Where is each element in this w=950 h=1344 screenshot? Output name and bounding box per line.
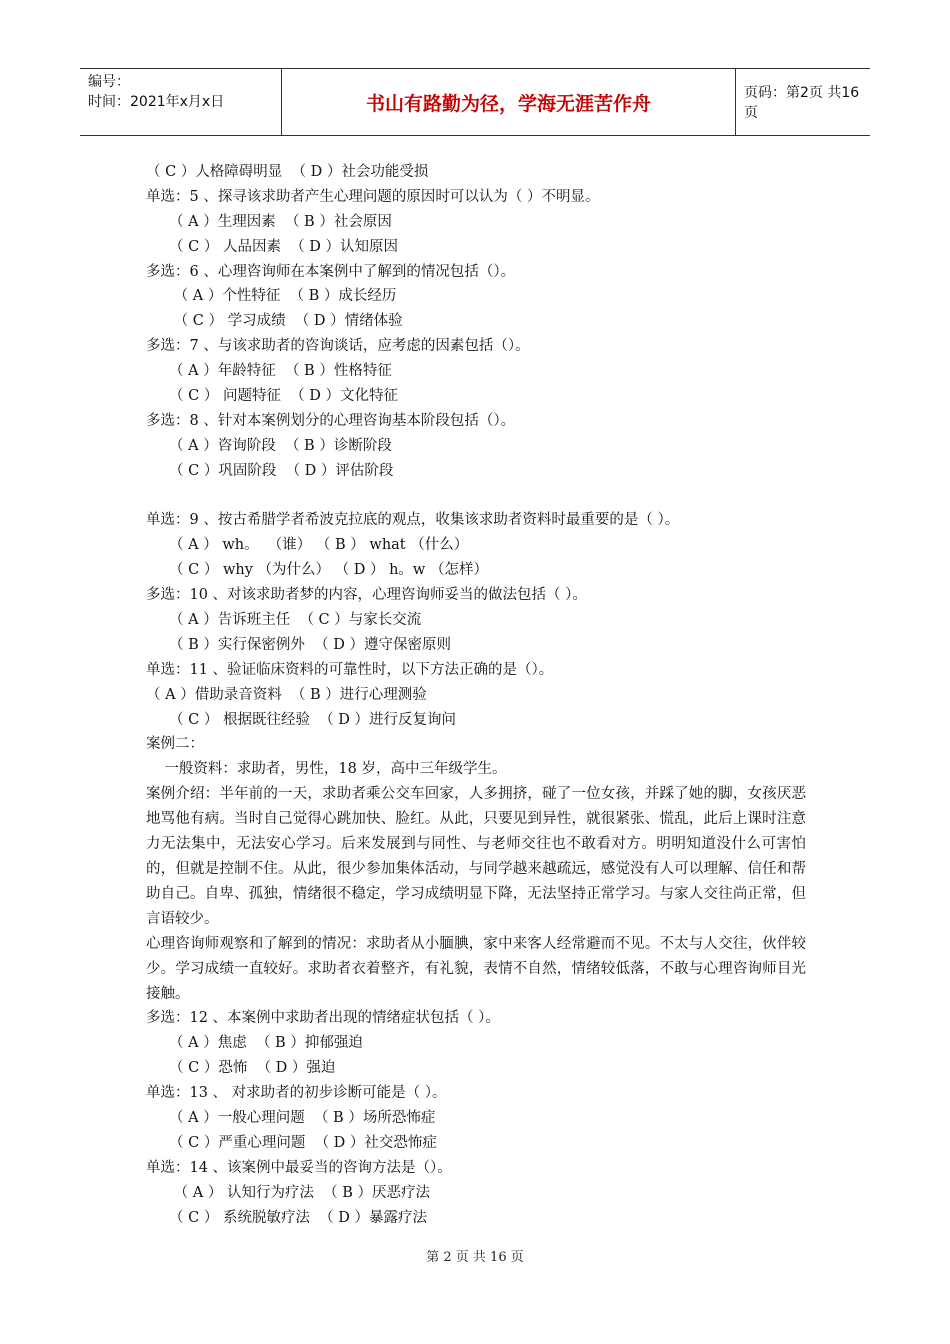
page-footer: 第 2 页 共 16 页 xyxy=(426,1250,524,1265)
text-line: （ A ）一般心理问题 （ B ）场所恐怖症 xyxy=(146,1109,436,1126)
text-line: （ C ）恐怖 （ D ）强迫 xyxy=(146,1060,336,1077)
text-line: （ C ） 系统脱敏疗法 （ D ）暴露疗法 xyxy=(146,1209,428,1226)
question-list-part1 xyxy=(146,160,806,782)
header-motto: 书山有路勤为径，学海无涯苦作舟 xyxy=(282,69,736,135)
text-line: （ C ） 学习成绩 （ D ）情绪体验 xyxy=(146,313,403,330)
text-line: 多选：10 、对该求助者梦的内容，心理咨询师妥当的做法包括（ ）。 xyxy=(146,587,587,604)
document-time-label: 时间：2021年x月x日 xyxy=(88,94,225,110)
case-description xyxy=(146,782,806,1006)
text-line: （ C ）巩固阶段 （ D ）评估阶段 xyxy=(146,462,394,479)
text-line: 多选：12 、本案例中求助者出现的情绪症状包括（ ）。 xyxy=(146,1010,500,1027)
text-line: （ A ） 认知行为疗法 （ B ）厌恶疗法 xyxy=(146,1184,431,1201)
text-line: （ A ）个性特征 （ B ）成长经历 xyxy=(146,288,397,305)
text-line: 单选：11 、验证临床资料的可靠性时，以下方法正确的是（）。 xyxy=(146,661,554,678)
header-page-number: 页码：第2页 共16页 xyxy=(744,85,860,121)
text-line: 单选：5 、探寻该求助者产生心理问题的原因时可以认为（ ）不明显。 xyxy=(146,188,600,205)
text-line: （ C ）严重心理问题 （ D ）社交恐怖症 xyxy=(146,1134,437,1151)
text-line: （ A ）咨询阶段 （ B ）诊断阶段 xyxy=(146,437,392,454)
document-number-label: 编号： xyxy=(88,74,130,90)
question-list-part2 xyxy=(146,1006,806,1230)
document-body xyxy=(146,160,806,1230)
text-line: 单选：9 、按古希腊学者希波克拉底的观点，收集该求助者资料时最重要的是（ ）。 xyxy=(146,512,680,529)
text-line: （ C ） 根据既往经验 （ D ）进行反复询问 xyxy=(146,711,457,728)
text-line: 多选：6 、心理咨询师在本案例中了解到的情况包括（）。 xyxy=(146,263,516,280)
text-line: （ C ） 人品因素 （ D ）认知原因 xyxy=(146,238,399,255)
text-line: （ A ）焦虑 （ B ）抑郁强迫 xyxy=(146,1035,363,1052)
text-paragraph: 心理咨询师观察和了解到的情况：求助者从小腼腆，家中来客人经常避而不见。不太与人交往，伙伴较少。学习成绩一直较好。求助者衣着整齐，有礼貌，表情不自然，情绪较低落，不敢与心理咨询师目光接触。 xyxy=(146,935,806,1002)
text-line: 一般资料：求助者，男性，18 岁，高中三年级学生。 xyxy=(146,761,507,778)
text-paragraph: 案例介绍：半年前的一天，求助者乘公交车回家，人多拥挤，碰了一位女孩，并踩了她的脚，女孩厌恶地骂他有病。当时自己觉得心跳加快、脸红。从此，只要见到异性，就很紧张、慌乱，此后上课时注意力无法集中，无法安心学习。后来发展到与同性、与老师交往也不敢看对方。明明知道没什么可害怕的，但就是控制不住。从此，很少参加集体活动，与同学越来越疏远，感觉没有人可以理解、信任和帮助自己。自卑、孤独，情绪很不稳定，学习成绩明显下降，无法坚持正常学习。与家人交往尚正常，但言语较少。 xyxy=(146,786,806,927)
page-header xyxy=(80,68,870,136)
text-line: （ B ）实行保密例外 （ D ）遵守保密原则 xyxy=(146,636,451,653)
text-line: （ A ）生理因素 （ B ）社会原因 xyxy=(146,213,392,230)
text-line: 单选：14 、该案例中最妥当的咨询方法是（）。 xyxy=(146,1159,452,1176)
text-line: （ A ）年龄特征 （ B ）性格特征 xyxy=(146,363,392,380)
text-line: （ A ）告诉班主任 （ C ）与家长交流 xyxy=(146,612,422,629)
text-line: （ C ） why （为什么） （ D ） h。w （怎样） xyxy=(146,562,488,579)
text-line: 多选：7 、与该求助者的咨询谈话，应考虑的因素包括（）。 xyxy=(146,338,530,355)
text-line: 多选：8 、针对本案例划分的心理咨询基本阶段包括（）。 xyxy=(146,412,516,429)
text-line: （ A ）借助录音资料 （ B ）进行心理测验 xyxy=(146,686,427,703)
text-line: 案例二： xyxy=(146,736,204,753)
text-line: （ C ）人格障碍明显 （ D ）社会功能受损 xyxy=(146,164,429,180)
header-meta xyxy=(80,69,282,135)
text-line: （ A ） wh。 （谁） （ B ） what （什么） xyxy=(146,537,469,554)
text-line: 单选：13 、 对求助者的初步诊断可能是（ ）。 xyxy=(146,1085,447,1102)
text-line: （ C ） 问题特征 （ D ）文化特征 xyxy=(146,388,399,405)
text-line xyxy=(146,484,806,509)
